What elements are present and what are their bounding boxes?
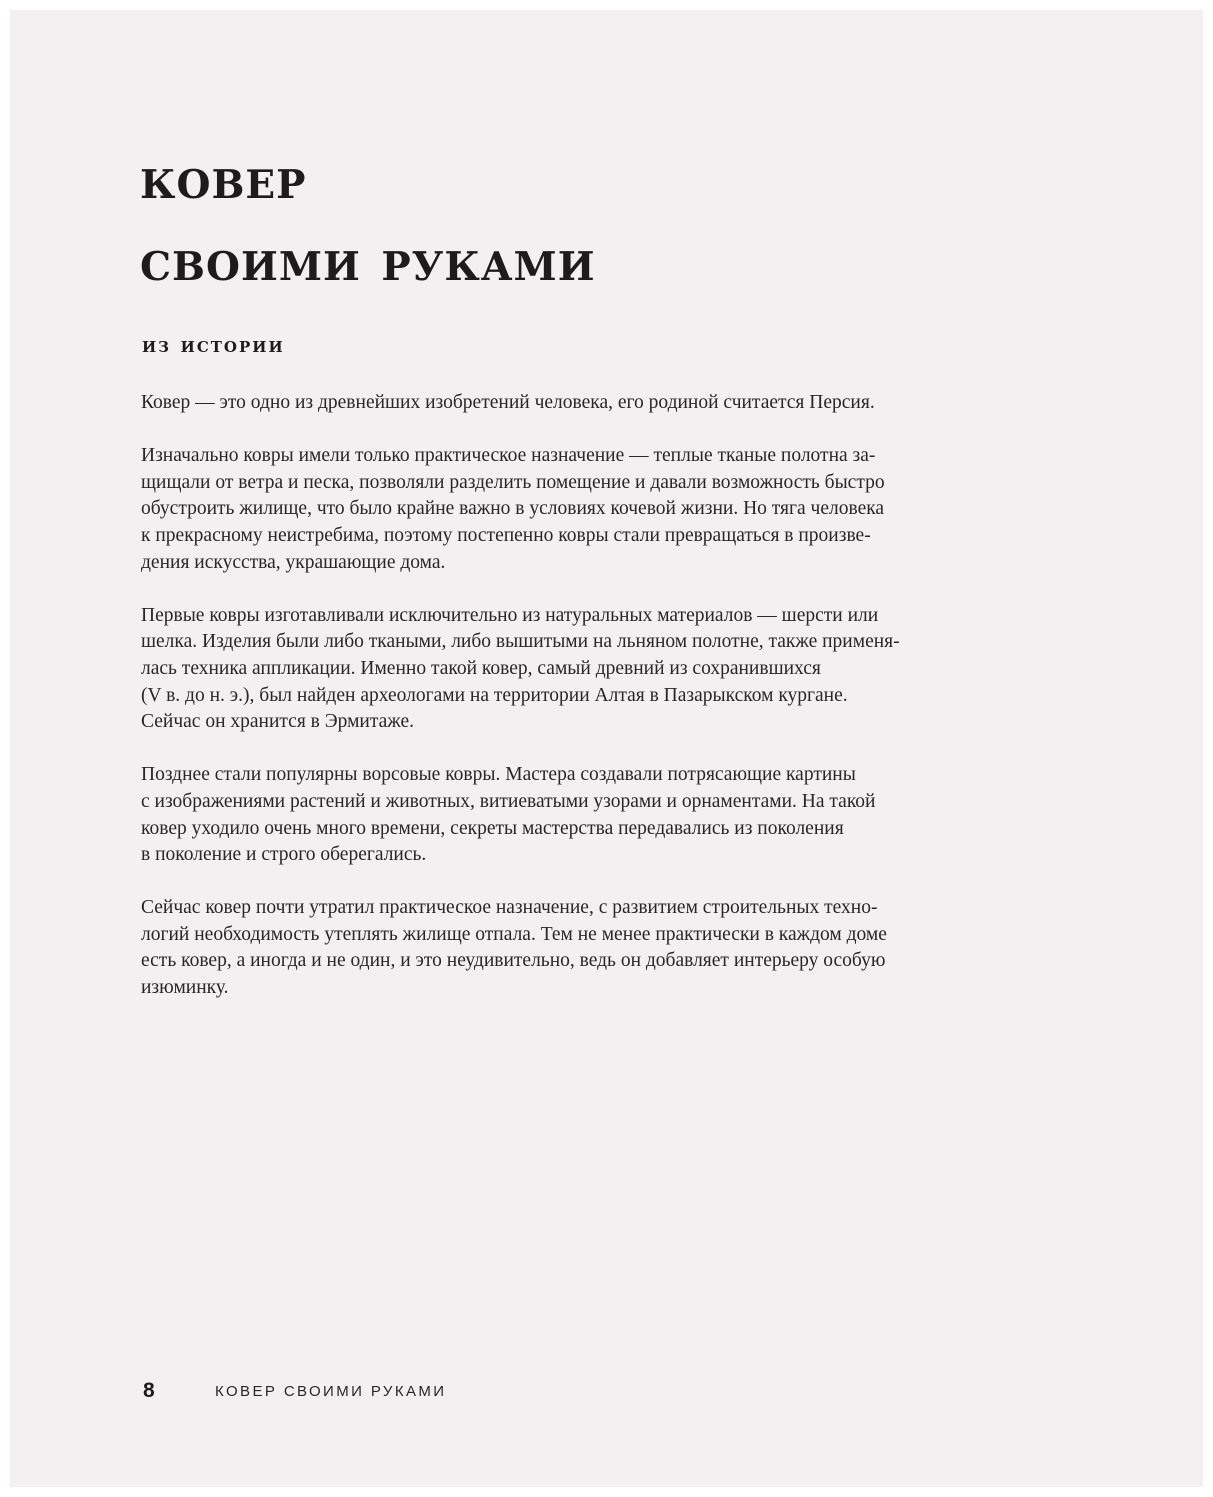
text-line: с изображениями растений и животных, витиеватыми узорами и орнаментами. На такой xyxy=(141,790,876,812)
text-line: Первые ковры изготавливали исключительно из натуральных материалов — шерсти или xyxy=(141,604,879,626)
paragraph-1 xyxy=(141,390,911,417)
text-line: щищали от ветра и песка, позволяли разделить помещение и давали возможность быстро xyxy=(141,471,885,493)
text-line: Сейчас он хранится в Эрмитаже. xyxy=(141,711,415,733)
text-line: лась техника аппликации. Именно такой ковер, самый древний из сохранившихся xyxy=(141,657,821,679)
text-line: Позднее стали популярны ворсовые ковры. Мастера создавали потрясающие картины xyxy=(141,764,856,786)
text-line: обустроить жилище, что было крайне важно в условиях кочевой жизни. Но тяга человека xyxy=(141,498,885,520)
text-line: шелка. Изделия были либо ткаными, либо вышитыми на льняном полотне, также применя- xyxy=(141,631,900,653)
text-line: в поколение и строго оберегались. xyxy=(141,844,427,866)
paragraph-3 xyxy=(141,603,911,736)
text-line: Сейчас ковер почти утратил практическое назначение, с развитием строительных техно- xyxy=(141,897,878,919)
section-heading: из истории xyxy=(142,332,285,358)
text-line: изюминку. xyxy=(141,977,229,999)
running-title: КОВЕР СВОИМИ РУКАМИ xyxy=(215,1382,447,1400)
text-line: дения искусства, украшающие дома. xyxy=(141,551,446,573)
text-line: логий необходимость утеплять жилище отпала. Тем не менее практически в каждом доме xyxy=(141,923,887,945)
paragraph-4 xyxy=(141,762,911,868)
page-number: 8 xyxy=(143,1379,155,1402)
title-line-2: своими руками xyxy=(140,228,596,294)
paragraph-5 xyxy=(141,895,911,1001)
title-line-1: ковер xyxy=(140,146,307,212)
text-line: к прекрасному неистребима, поэтому постепенно ковры стали превращаться в произве- xyxy=(141,524,871,546)
text-line: (V в. до н. э.), был найден археологами на территории Алтая в Пазарыкском кургане. xyxy=(141,684,848,706)
text-line: ковер уходило очень много времени, секреты мастерства передавались из поколения xyxy=(141,817,844,839)
text-line: есть ковер, а иногда и не один, и это неудивительно, ведь он добавляет интерьеру особую xyxy=(141,950,886,972)
body-text xyxy=(141,390,911,1028)
page-footer xyxy=(143,1376,446,1406)
paragraph-2 xyxy=(141,443,911,576)
text-line: Ковер — это одно из древнейших изобретений человека, его родиной считается Персия. xyxy=(141,392,875,413)
text-line: Изначально ковры имели только практическое назначение — теплые тканые полотна за- xyxy=(141,445,876,467)
page-title xyxy=(140,138,596,302)
book-page xyxy=(10,10,1203,1487)
